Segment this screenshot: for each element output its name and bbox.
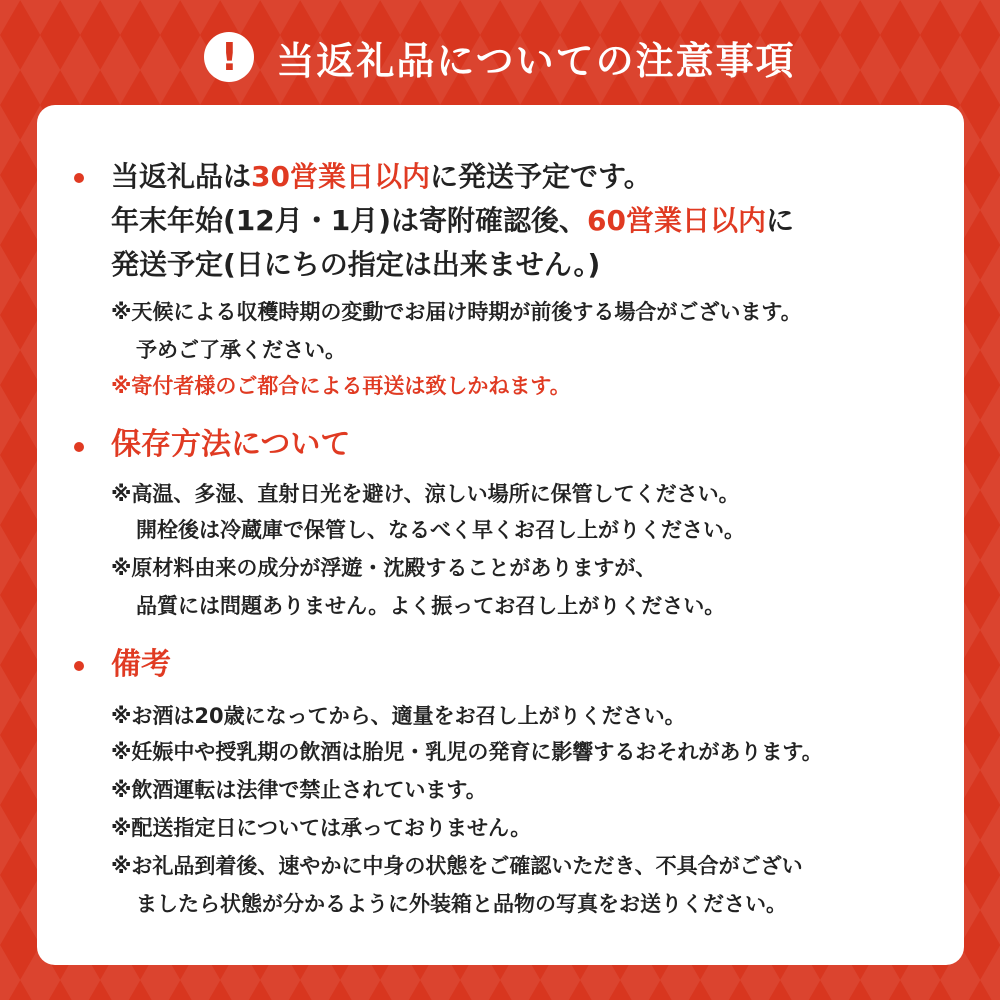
shipping-line-2 <box>111 199 794 243</box>
remarks-note-3: ※飲酒運転は法律で禁止されています。 <box>111 778 487 802</box>
shipping-line-1 <box>111 155 652 199</box>
storage-title: 保存方法について <box>111 427 351 462</box>
weather-note-continued: 予めご了承ください。 <box>136 338 346 362</box>
exclamation-icon: ! <box>204 32 254 82</box>
shipping-line-2-text-b: に <box>766 204 795 237</box>
shipping-deadline-highlight: 30営業日以内 <box>251 160 430 193</box>
storage-note-1: ※高温、多湿、直射日光を避け、涼しい場所に保管してください。 <box>111 482 740 506</box>
weather-note: ※天候による収穫時期の変動でお届け時期が前後する場合がございます。 <box>111 300 802 324</box>
storage-note-1-continued: 開栓後は冷蔵庫で保管し、なるべく早くお召し上がりください。 <box>136 518 745 542</box>
storage-note-2: ※原材料由来の成分が浮遊・沈殿することがありますが、 <box>111 556 657 580</box>
resend-note: ※寄付者様のご都合による再送は致しかねます。 <box>111 374 571 398</box>
remarks-note-5: ※お礼品到着後、速やかに中身の状態をご確認いただき、不具合がござい <box>111 854 803 878</box>
remarks-note-2: ※妊娠中や授乳期の飲酒は胎児・乳児の発育に影響するおそれがあります。 <box>111 740 823 764</box>
holiday-deadline-highlight: 60営業日以内 <box>587 204 767 237</box>
bullet-icon <box>74 661 84 671</box>
storage-note-2-continued: 品質には問題ありません。よく振ってお召し上がりください。 <box>136 594 726 618</box>
remarks-note-4: ※配送指定日については承っておりません。 <box>111 816 532 840</box>
shipping-line-1-text-b: に発送予定です。 <box>429 160 652 193</box>
page-title: 当返礼品についての注意事項 <box>276 38 796 83</box>
remarks-note-1: ※お酒は20歳になってから、適量をお召し上がりください。 <box>111 704 686 728</box>
header <box>0 22 1000 92</box>
bullet-icon <box>74 173 84 183</box>
remarks-title: 備考 <box>111 647 171 682</box>
notice-panel <box>37 105 964 965</box>
remarks-note-5-continued: ましたら状態が分かるように外装箱と品物の写真をお送りください。 <box>136 892 787 916</box>
shipping-line-3: 発送予定(日にちの指定は出来ません。) <box>111 248 601 281</box>
shipping-line-2-text-a: 年末年始(12月・1月)は寄附確認後、 <box>111 204 588 237</box>
shipping-line-1-text-a: 当返礼品は <box>111 160 252 193</box>
bullet-icon <box>74 442 84 452</box>
